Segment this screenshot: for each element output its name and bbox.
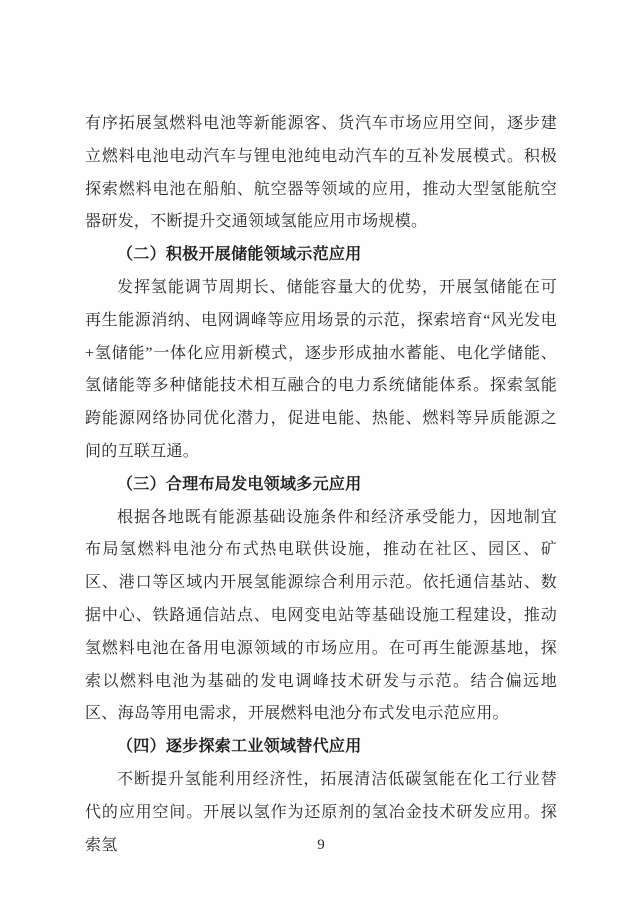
paragraph-transport-continuation: 有序拓展氢燃料电池等新能源客、货汽车市场应用空间，逐步建立燃料电池电动汽车与锂电池纯电动汽车的互补发展模式。积极探索燃料电池在船舶、航空器等领域的应用，推动大型氢能航空器研发，不断提升交通领域氢能应用市场规模。 — [85, 115, 557, 231]
document-body — [85, 108, 557, 862]
paragraph-industry-substitution: 不断提升氢能利用经济性，拓展清洁低碳氢能在化工行业替代的应用空间。开展以氢作为还原剂的氢冶金技术研发应用。探索氢 — [85, 770, 557, 854]
heading-section-4-industry: （四）逐步探索工业领域替代应用 — [117, 738, 362, 756]
heading-section-3-power-generation: （三）合理布局发电领域多元应用 — [117, 475, 362, 493]
page-number: 9 — [317, 837, 325, 853]
paragraph-power-generation-applications: 根据各地既有能源基础设施条件和经济承受能力，因地制宜布局氢燃料电池分布式热电联供设施，推动在社区、园区、矿区、港口等区域内开展氢能源综合利用示范。依托通信基站、数据中心、铁路通信站点、电网变电站等基础设施工程建设，推动氢燃料电池在备用电源领域的市场应用。在可再生能源基地，探索以燃料电池为基础的发电调峰技术研发与示范。结合偏远地区、海岛等用电需求，开展燃料电池分布式发电示范应用。 — [85, 508, 557, 723]
paragraph-storage-demonstration: 发挥氢能调节周期长、储能容量大的优势，开展氢储能在可再生能源消纳、电网调峰等应用场景的示范，探索培育“风光发电+氢储能”一体化应用新模式，逐步形成抽水蓄能、电化学储能、氢储能等多种储能技术相互融合的电力系统储能体系。探索氢能跨能源网络协同优化潜力，促进电能、热能、燃料等异质能源之间的互联互通。 — [85, 278, 557, 460]
heading-section-2-storage: （二）积极开展储能领域示范应用 — [117, 246, 362, 264]
